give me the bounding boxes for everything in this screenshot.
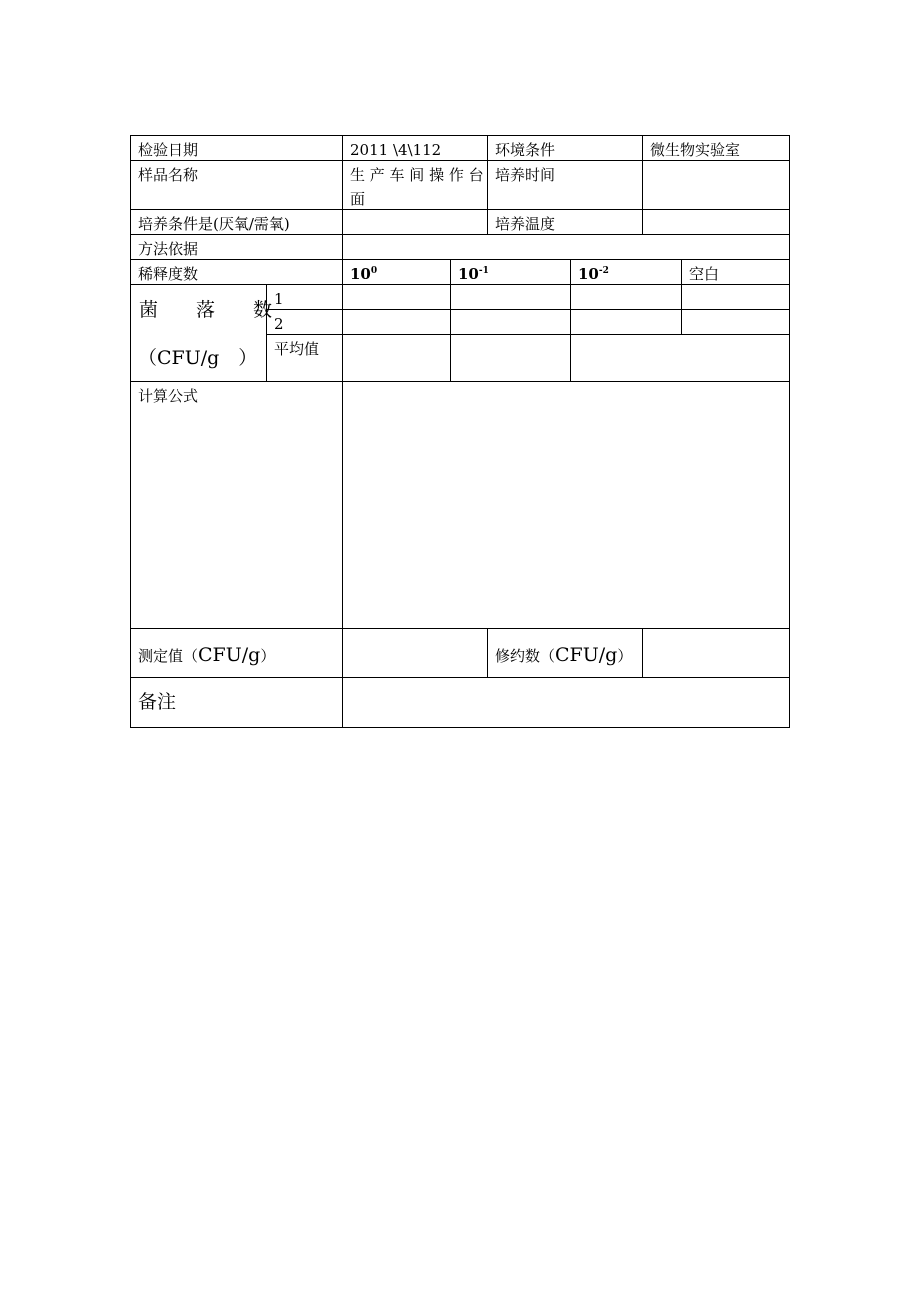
colony-avg-d1[interactable] bbox=[451, 335, 570, 381]
dilution-10-0 bbox=[343, 260, 384, 288]
calculation-formula-value[interactable] bbox=[343, 382, 789, 628]
culture-temperature-label: 培养温度 bbox=[495, 215, 556, 233]
measured-value[interactable] bbox=[343, 629, 487, 677]
dilution-base: 10 bbox=[350, 265, 371, 283]
culture-time-value[interactable] bbox=[643, 161, 789, 209]
colony-r1-blank[interactable] bbox=[682, 285, 789, 309]
dilution-exponent: 0 bbox=[370, 266, 378, 276]
remarks-label: 备注 bbox=[138, 691, 177, 713]
measured-value-label bbox=[131, 641, 282, 670]
rounded-value-label-prefix: 修约数（ bbox=[495, 647, 556, 665]
rounded-value-unit: CFU/g bbox=[555, 644, 618, 666]
colony-r1-d0[interactable] bbox=[343, 285, 450, 309]
sample-name-value-line2[interactable]: 面 bbox=[350, 190, 366, 208]
grid-line bbox=[130, 727, 790, 728]
grid-line bbox=[789, 135, 790, 728]
environment-label: 环境条件 bbox=[495, 141, 556, 159]
colony-r2-d2[interactable] bbox=[571, 310, 681, 334]
colony-r2-d1[interactable] bbox=[451, 310, 570, 334]
measured-value-label-prefix: 测定值（ bbox=[138, 647, 199, 665]
dilution-exponent: -1 bbox=[478, 266, 489, 276]
rounded-value-label bbox=[488, 641, 639, 670]
dilution-blank: 空白 bbox=[689, 265, 720, 283]
colony-row-1-label: 1 bbox=[274, 290, 284, 308]
inspection-date-value[interactable]: 2011 \4\112 bbox=[350, 141, 442, 159]
calculation-formula-label: 计算公式 bbox=[138, 387, 199, 405]
measured-value-unit: CFU/g bbox=[198, 644, 261, 666]
colony-avg-d0[interactable] bbox=[343, 335, 450, 381]
colony-r2-d0[interactable] bbox=[343, 310, 450, 334]
rounded-value[interactable] bbox=[643, 629, 789, 677]
sample-name-value-line1[interactable]: 生 产 车 间 操 作 台 bbox=[350, 166, 484, 184]
dilution-base: 10 bbox=[578, 265, 599, 283]
dilution-10-minus-2 bbox=[571, 260, 616, 288]
sample-name-label: 样品名称 bbox=[138, 166, 199, 184]
colony-count-unit: （CFU/g ） bbox=[138, 347, 258, 369]
dilution-label: 稀释度数 bbox=[138, 265, 199, 283]
colony-row-2-label: 2 bbox=[274, 315, 284, 333]
remarks-value[interactable] bbox=[343, 678, 789, 727]
method-basis-label: 方法依据 bbox=[138, 240, 199, 258]
culture-condition-label: 培养条件是(厌氧/需氧) bbox=[138, 215, 290, 233]
environment-value[interactable]: 微生物实验室 bbox=[650, 141, 741, 159]
colony-r1-d2[interactable] bbox=[571, 285, 681, 309]
method-basis-value[interactable] bbox=[343, 235, 789, 259]
dilution-base: 10 bbox=[458, 265, 479, 283]
colony-r2-blank[interactable] bbox=[682, 310, 789, 334]
dilution-exponent: -2 bbox=[598, 266, 609, 276]
rounded-value-label-suffix: ） bbox=[617, 647, 633, 665]
dilution-10-minus-1 bbox=[451, 260, 496, 288]
colony-r1-d1[interactable] bbox=[451, 285, 570, 309]
culture-temperature-value[interactable] bbox=[643, 210, 789, 234]
colony-count-label: 菌 落 数 bbox=[139, 299, 273, 321]
culture-condition-value[interactable] bbox=[343, 210, 487, 234]
measured-value-label-suffix: ） bbox=[260, 647, 276, 665]
colony-avg-d2[interactable] bbox=[571, 335, 789, 381]
inspection-date-label: 检验日期 bbox=[138, 141, 199, 159]
colony-average-label: 平均值 bbox=[274, 340, 320, 358]
culture-time-label: 培养时间 bbox=[495, 166, 556, 184]
